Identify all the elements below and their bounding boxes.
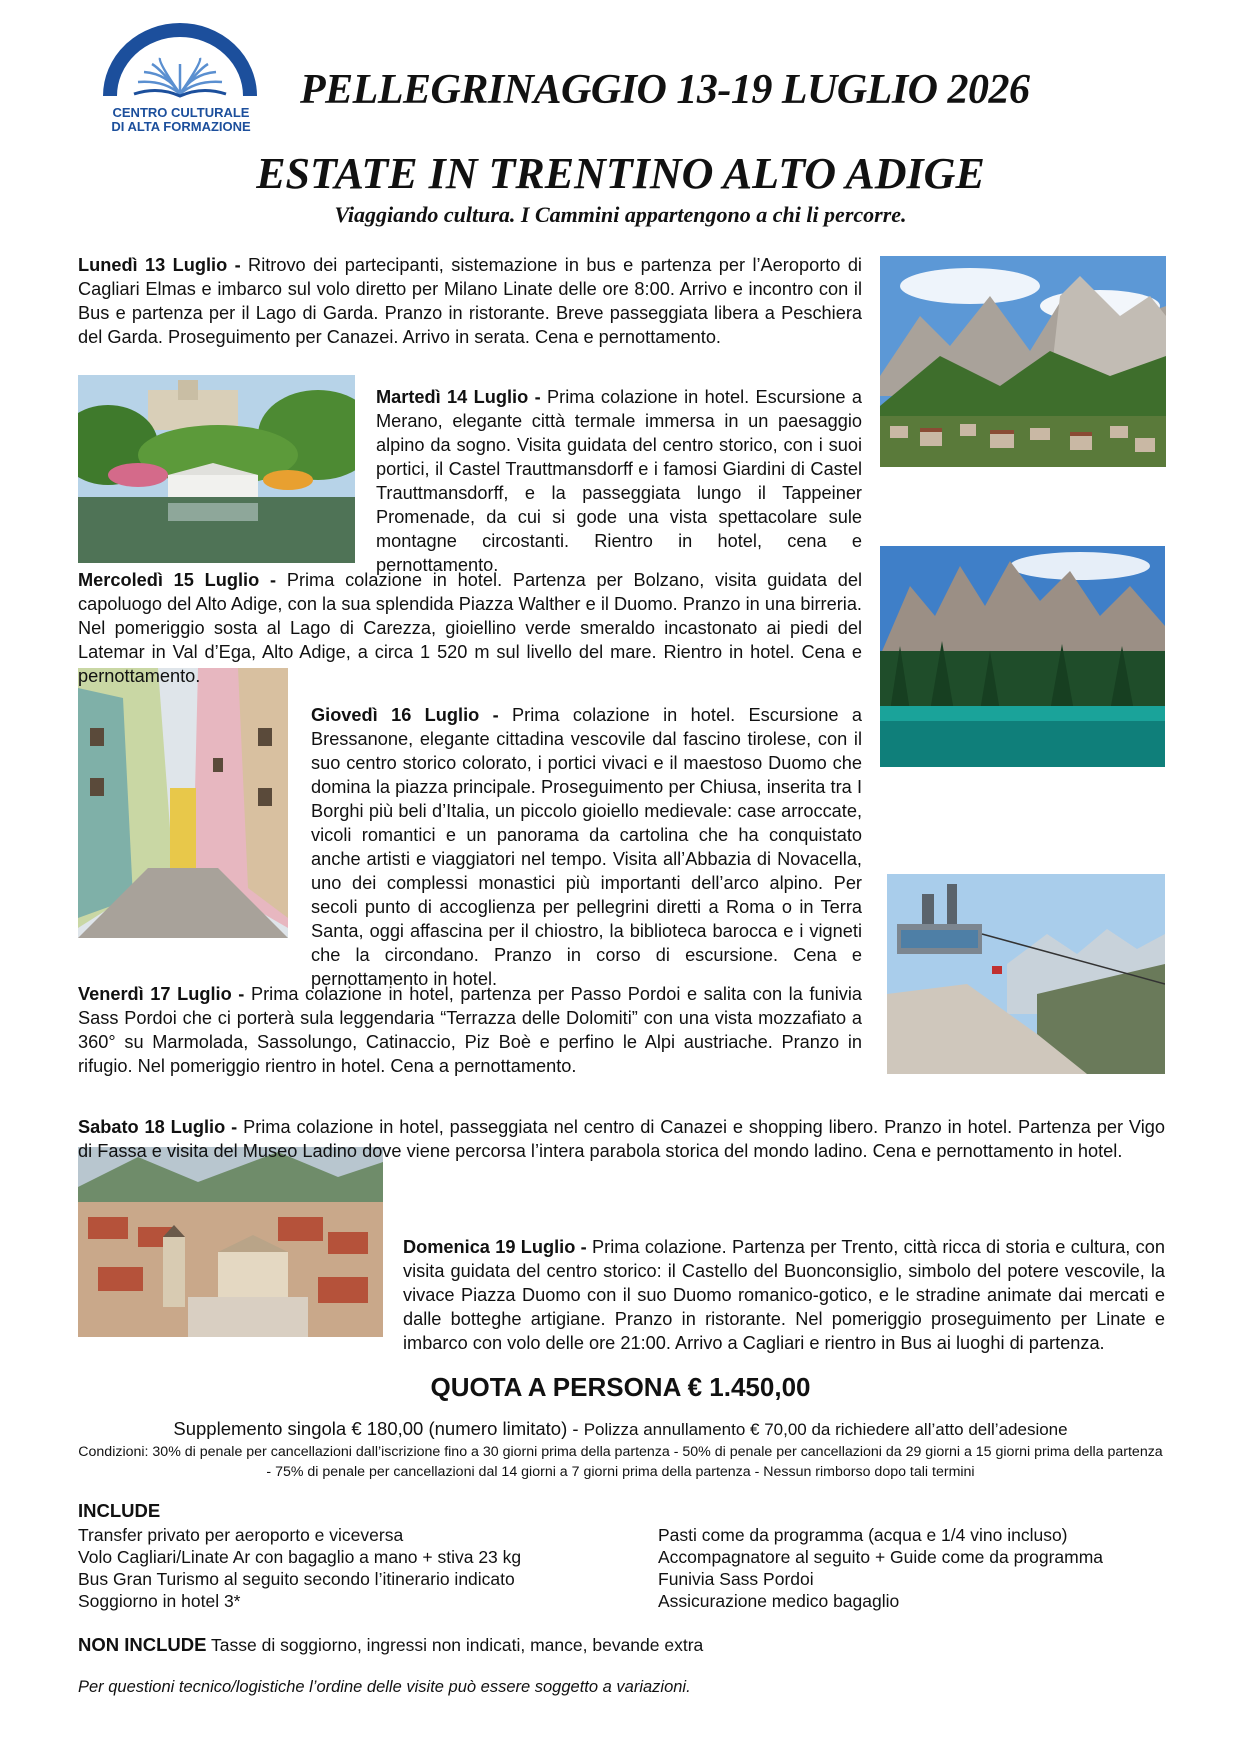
- day-thursday-text: Prima colazione in hotel. Escursione a Bressanone, elegante cittadina vescovile dal fascino tirolese, con il suo centro storico colorato, i portici vivaci e il maestoso Duomo che domina la piazza principale. Proseguimento per Chiusa, inserita tra I Borghi più beli d’Italia, un piccolo gioiello medievale: case arroccate, vicoli romantici e un panorama da cartolina che ha conquistato anche artisti e viaggiatori nel tempo. Visita all’Abbazia di Novacella, uno dei complessi monastici più importanti dell’arco alpino. Per secoli punto di accoglienza per pellegrini diretti a Roma o in Terra Santa, oggi affascina per il chiostro, la biblioteca barocca e i vigneti che la circondano. Pranzo in corso di escursione. Cena e pernottamento in hotel.: [311, 705, 862, 989]
- page-title: PELLEGRINAGGIO 13-19 LUGLIO 2026: [300, 67, 1030, 113]
- day-wednesday-text: Prima colazione in hotel. Partenza per Bolzano, visita guidata del capoluogo del Alto Adige, con la sua splendida Piazza Walther e il Duomo. Pranzo in una birreria. Nel pomeriggio sosta al Lago di Carezza, gioiellino verde smeraldo incastonato ai piedi del Latemar in Val d’Ega, Alto Adige, a circa 1 520 m sul livello del mare. Rientro in hotel. Cena e pernottamento.: [78, 570, 862, 686]
- list-item: Volo Cagliari/Linate Ar con bagaglio a mano + stiva 23 kg: [78, 1547, 522, 1567]
- page-subtitle: ESTATE IN TRENTINO ALTO ADIGE: [256, 149, 985, 198]
- single-supplement: Supplemento singola € 180,00 (numero limitato) -: [173, 1418, 584, 1439]
- day-thursday-label: Giovedì 16 Luglio -: [311, 705, 499, 725]
- not-included: [78, 1634, 703, 1656]
- list-item: Accompagnatore al seguito + Guide come da programma: [658, 1547, 1104, 1567]
- list-item: Bus Gran Turismo al seguito secondo l’itinerario indicato: [78, 1569, 515, 1589]
- day-tuesday-part: [376, 385, 862, 577]
- day-thursday: [311, 703, 862, 991]
- logo-line-2: DI ALTA FORMAZIONE: [111, 119, 251, 134]
- lago-carezza-photo: [880, 546, 1165, 767]
- list-item: Funivia Sass Pordoi: [658, 1569, 814, 1589]
- not-included-heading: NON INCLUDE: [78, 1634, 207, 1655]
- day-tuesday-text: Prima colazione in hotel. Escursione a Merano, elegante città termale immersa in un paesaggio alpino da sogno. Visita guidata del centro storico, con i suoi portici, il Castel Trauttmansdorff e i famosi Giardini di Castel Trauttmansdorff, e la passeggiata lungo il Tappeiner Promenade, da cui si gode una vista spettacolare sule montagne circostanti. Rientro in hotel, cena e pernottamento.: [376, 387, 863, 575]
- logo: [100, 20, 260, 140]
- trento-aerial-photo: [78, 1147, 383, 1337]
- day-monday-text: Ritrovo dei partecipanti, sistemazione in bus e partenza per l’Aeroporto di Cagliari Elmas e imbarco sul volo diretto per Milano Linate delle ore 8:00. Arrivo e incontro con il Bus e partenza per il Lago di Garda. Pranzo in ristorante. Breve passeggiata libera a Peschiera del Garda. Proseguimento per Canazei. Arrivo in serata. Cena e pernottamento.: [78, 255, 862, 347]
- day-saturday-label: Sabato 18 Luglio -: [78, 1117, 238, 1137]
- book-arch-logo-icon: [100, 20, 260, 110]
- price-per-person: QUOTA A PERSONA € 1.450,00: [430, 1372, 811, 1402]
- not-included-text: Tasse di soggiorno, ingressi non indicati, mance, bevande extra: [206, 1635, 704, 1655]
- conditions: Condizioni: 30% di penale per cancellazioni dall’iscrizione fino a 30 giorni prima della partenza - 50% di penale per cancellazioni da 29 giorni a 15 giorni prima della partenza - 75% di penale per cancellazioni dal 14 giorni a 7 giorni prima della partenza - Nessun rimborso dopo tali termini: [78, 1444, 1163, 1480]
- cancellation-insurance: Polizza annullamento € 70,00 da richiedere all’atto dell’adesione: [583, 1420, 1068, 1439]
- logo-line-1: CENTRO CULTURALE: [112, 105, 250, 120]
- day-monday-label: Lunedì 13 Luglio -: [78, 255, 241, 275]
- includes-left-list: [78, 1524, 521, 1612]
- sass-pordoi-cable-car-photo: [887, 874, 1165, 1074]
- list-item: Transfer privato per aeroporto e viceversa: [78, 1525, 404, 1545]
- day-wednesday-label: Mercoledì 15 Luglio -: [78, 570, 277, 590]
- day-tuesday-label: Martedì 14 Luglio -: [376, 387, 541, 407]
- day-monday: [78, 253, 862, 349]
- dolomites-village-photo: [880, 256, 1166, 467]
- day-saturday: [78, 1115, 1165, 1163]
- tagline: Viaggiando cultura. I Cammini appartengono a chi li percorre.: [334, 202, 907, 227]
- bressanone-street-photo: [78, 668, 288, 938]
- day-friday-label: Venerdì 17 Luglio -: [78, 984, 245, 1004]
- supplements: [0, 1418, 1241, 1440]
- day-friday-text: Prima colazione in hotel, partenza per Passo Pordoi e salita con la funivia Sass Pordoi che ci porterà sula leggendaria “Terrazza delle Dolomiti” con una vista mozzafiato a 360° su Marmolada, Sassolungo, Catinaccio, Piz Boè e perfino le Alpi austriache. Pranzo in rifugio. Nel pomeriggio rientro in hotel. Cena a pernottamento.: [78, 984, 862, 1076]
- footer-note: Per questioni tecnico/logistiche l’ordine delle visite può essere soggetto a variazioni.: [78, 1678, 691, 1696]
- day-saturday-text: Prima colazione in hotel, passeggiata nel centro di Canazei e shopping libero. Pranzo in hotel. Partenza per Vigo di Fassa e visita del Museo Ladino dove viene percorsa l’intera parabola storica del mondo ladino. Cena e pernottamento in hotel.: [78, 1117, 1165, 1161]
- list-item: Soggiorno in hotel 3*: [78, 1591, 241, 1611]
- day-sunday-text: Prima colazione. Partenza per Trento, città ricca di storia e cultura, con visita guidata del centro storico: il Castello del Buonconsiglio, simbolo del potere vescovile, la vivace Piazza Duomo con il suo Duomo romanico-gotico, e le stradine animate dai mercati e dalle botteghe artigiane. Pranzo in ristorante. Nel pomeriggio proseguimento per Linate e imbarco con volo delle ore 21:00. Arrivo a Cagliari e rientro in Bus ai luoghi di partenza.: [403, 1237, 1165, 1353]
- list-item: Assicurazione medico bagaglio: [658, 1591, 900, 1611]
- includes-right-list: [658, 1524, 1103, 1612]
- day-sunday-label: Domenica 19 Luglio -: [403, 1237, 587, 1257]
- day-friday: [78, 982, 862, 1078]
- day-wednesday: [78, 568, 862, 688]
- includes-heading: INCLUDE: [78, 1500, 161, 1521]
- list-item: Pasti come da programma (acqua e 1/4 vino incluso): [658, 1525, 1068, 1545]
- merano-garden-photo: [78, 375, 355, 563]
- day-sunday: [403, 1235, 1165, 1355]
